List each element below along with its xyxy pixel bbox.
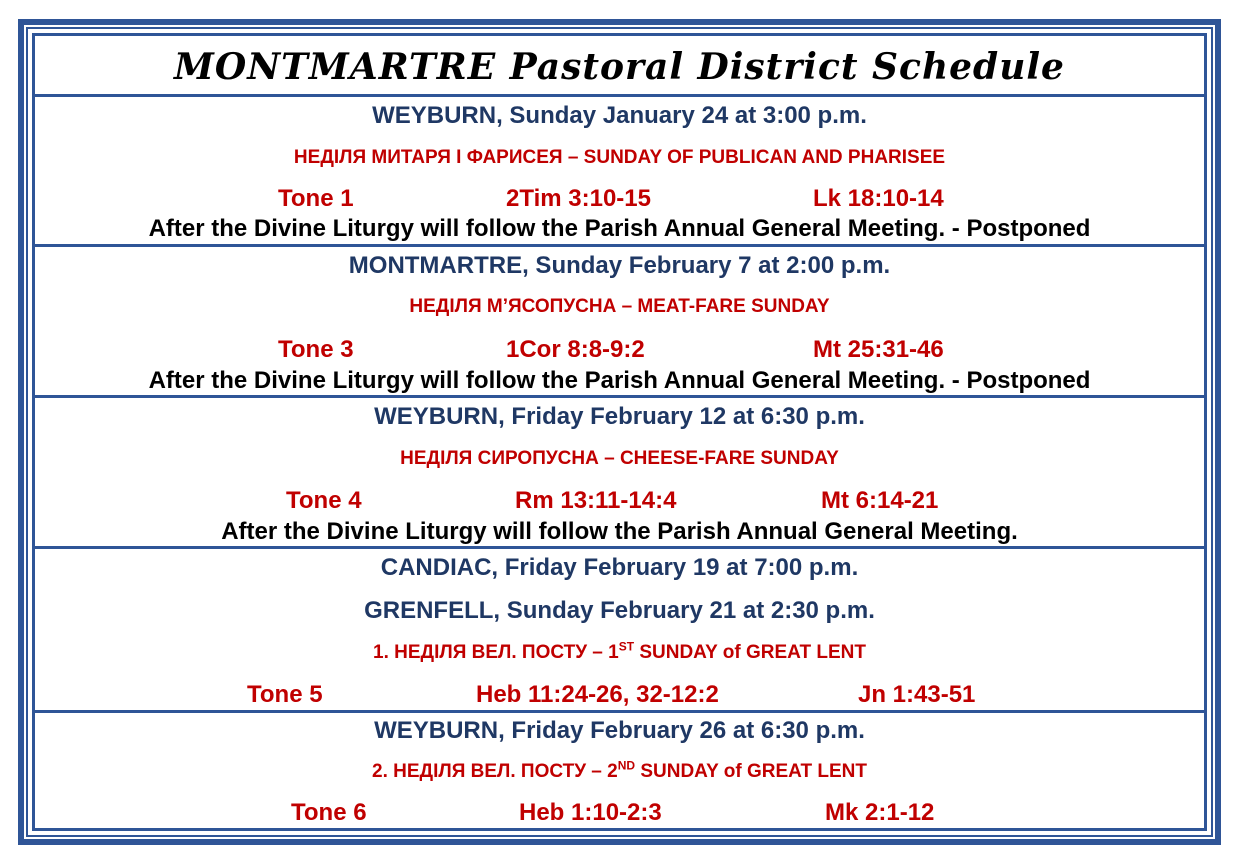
divider (35, 244, 1204, 247)
epistle-reading: Heb 1:10-2:3 (519, 799, 662, 826)
service-place: GRENFELL (364, 597, 494, 624)
service-datetime (35, 717, 1204, 745)
divider (35, 710, 1204, 713)
tone: Tone 4 (286, 487, 362, 514)
service-datetime (35, 102, 1204, 130)
service-when: , Friday February 12 at 6:30 p.m. (498, 403, 865, 430)
tone: Tone 5 (247, 681, 323, 708)
feast-name-part: 1. НЕДІЛЯ ВЕЛ. ПОСТУ – 1 (373, 642, 619, 663)
gospel-reading: Mk 2:1-12 (825, 799, 935, 826)
tone: Tone 3 (278, 336, 354, 363)
service-place: WEYBURN (374, 403, 499, 430)
feast-name-part: 2. НЕДІЛЯ ВЕЛ. ПОСТУ – 2 (372, 761, 618, 782)
epistle-reading: 2Tim 3:10-15 (506, 185, 651, 212)
gospel-reading: Mt 6:14-21 (821, 487, 939, 514)
feast-name-part: SUNDAY of GREAT LENT (635, 761, 867, 782)
divider (35, 94, 1204, 97)
gospel-reading: Lk 18:10-14 (813, 185, 944, 212)
service-place: WEYBURN (372, 102, 497, 129)
page-title: MONTMARTRE Pastoral District Schedule (174, 46, 1065, 88)
service-note: After the Divine Liturgy will follow the Parish Annual General Meeting. - Postponed (148, 367, 1091, 394)
service-when: , Sunday January 24 at 3:00 p.m. (496, 102, 867, 129)
divider (35, 546, 1204, 549)
service-datetime (35, 597, 1204, 625)
tone: Tone 6 (291, 799, 367, 826)
gospel-reading: Jn 1:43-51 (858, 681, 976, 708)
ordinal-suffix: ST (618, 639, 635, 654)
service-when: , Friday February 26 at 6:30 p.m. (498, 717, 865, 744)
service-when: , Sunday February 7 at 2:00 p.m. (522, 252, 891, 279)
feast-name: НЕДІЛЯ М’ЯСОПУСНА – MEAT-FARE SUNDAY (409, 296, 830, 317)
ordinal-suffix: ND (617, 758, 636, 773)
epistle-reading: 1Cor 8:8-9:2 (506, 336, 645, 363)
tone: Tone 1 (278, 185, 354, 212)
service-place: CANDIAC (380, 554, 492, 581)
gospel-reading: Mt 25:31-46 (813, 336, 944, 363)
epistle-reading: Heb 11:24-26, 32-12:2 (476, 681, 719, 708)
epistle-reading: Rm 13:11-14:4 (515, 487, 677, 514)
service-place: WEYBURN (374, 717, 499, 744)
service-when: , Sunday February 21 at 2:30 p.m. (493, 597, 875, 624)
service-when: , Friday February 19 at 7:00 p.m. (491, 554, 859, 581)
divider (35, 395, 1204, 398)
service-note: After the Divine Liturgy will follow the Parish Annual General Meeting. (221, 518, 1018, 545)
feast-name: НЕДІЛЯ МИТАРЯ І ФАРИСЕЯ – SUNDAY OF PUBLICAN AND PHARISEE (293, 147, 946, 168)
feast-name: НЕДІЛЯ СИРОПУСНА – CHEESE-FARE SUNDAY (400, 448, 839, 469)
service-place: MONTMARTRE (348, 252, 523, 279)
service-datetime (35, 403, 1204, 431)
feast-name-part: SUNDAY of GREAT LENT (634, 642, 866, 663)
feast-name (35, 639, 1204, 664)
service-note: After the Divine Liturgy will follow the Parish Annual General Meeting. - Postponed (148, 215, 1091, 242)
schedule (35, 36, 1204, 828)
service-datetime (35, 252, 1204, 280)
service-datetime (35, 554, 1204, 582)
feast-name (35, 758, 1204, 783)
